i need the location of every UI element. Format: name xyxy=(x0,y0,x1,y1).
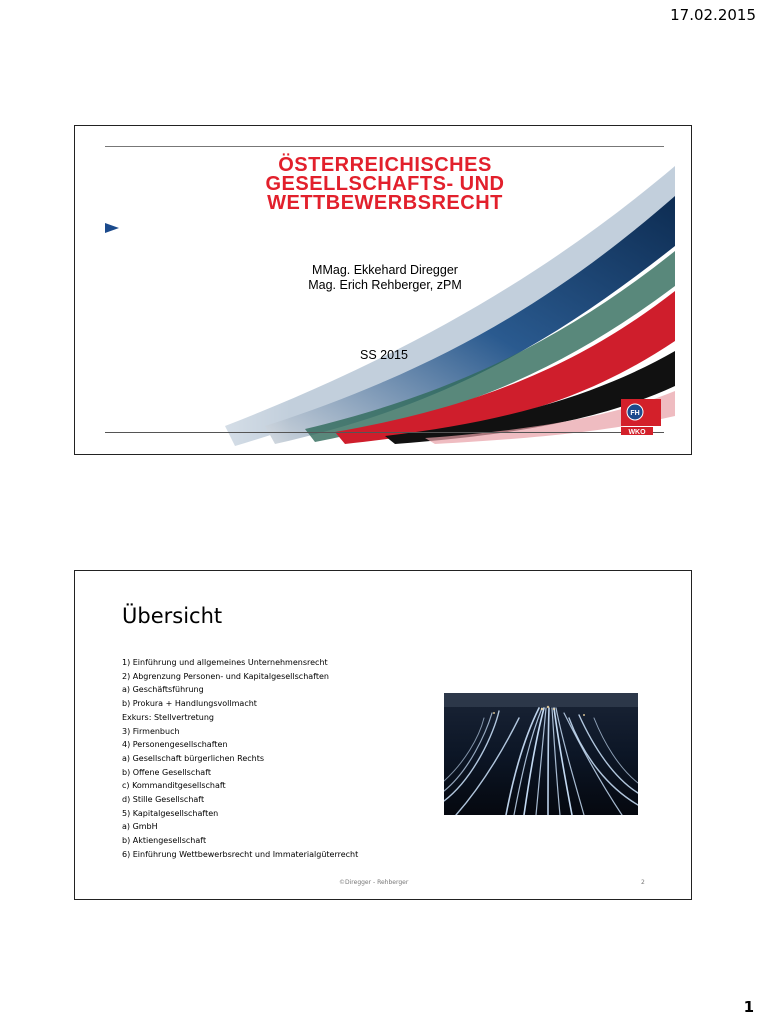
triangle-pointer-icon xyxy=(105,223,119,233)
toc-item: 4) Personengesellschaften xyxy=(122,740,228,750)
toc-item: a) GmbH xyxy=(122,822,158,832)
toc-item: b) Aktiengesellschaft xyxy=(122,836,207,846)
author-line: MMag. Ekkehard Diregger xyxy=(312,263,458,277)
toc-item: 3) Firmenbuch xyxy=(122,726,180,736)
toc-item: Exkurs: Stellvertretung xyxy=(122,712,214,722)
toc-item: b) Prokura + Handlungsvollmacht xyxy=(122,699,257,709)
slide-title: Übersicht xyxy=(122,604,223,628)
toc-item: a) Geschäftsführung xyxy=(122,685,204,695)
logo-fh-text: FH xyxy=(630,410,640,417)
semester-label: SS 2015 xyxy=(360,348,408,362)
highway-photo xyxy=(444,693,638,815)
top-rule xyxy=(105,146,664,147)
page-date: 17.02.2015 xyxy=(670,6,756,24)
toc-item: 5) Kapitalgesellschaften xyxy=(122,808,219,818)
bottom-rule xyxy=(105,432,664,433)
slide-title: ÖSTERREICHISCHES GESELLSCHAFTS- UND WETTBEWERBSRECHT xyxy=(265,154,505,214)
toc-item: a) Gesellschaft bürgerlichen Rechts xyxy=(122,753,265,763)
toc-item: b) Offene Gesellschaft xyxy=(122,767,212,777)
copyright-text: ©Diregger - Rehberger xyxy=(339,879,409,886)
author-block xyxy=(275,263,495,293)
slide-number: 2 xyxy=(641,879,645,886)
slide-1 xyxy=(74,125,692,455)
logo-wko-text: WKO xyxy=(628,429,646,435)
toc-item: d) Stille Gesellschaft xyxy=(122,795,205,805)
page-number: 1 xyxy=(743,998,754,1016)
toc-item: 2) Abgrenzung Personen- und Kapitalgesellschaften xyxy=(122,671,329,681)
fh-wko-logo xyxy=(621,399,661,435)
table-of-contents xyxy=(122,656,358,862)
toc-item: 6) Einführung Wettbewerbsrecht und Immaterialgüterrecht xyxy=(122,849,359,859)
toc-item: c) Kommanditgesellschaft xyxy=(122,781,226,791)
slide-2 xyxy=(74,570,692,900)
toc-item: 1) Einführung und allgemeines Unternehmensrecht xyxy=(122,658,328,667)
author-line: Mag. Erich Rehberger, zPM xyxy=(308,278,462,292)
